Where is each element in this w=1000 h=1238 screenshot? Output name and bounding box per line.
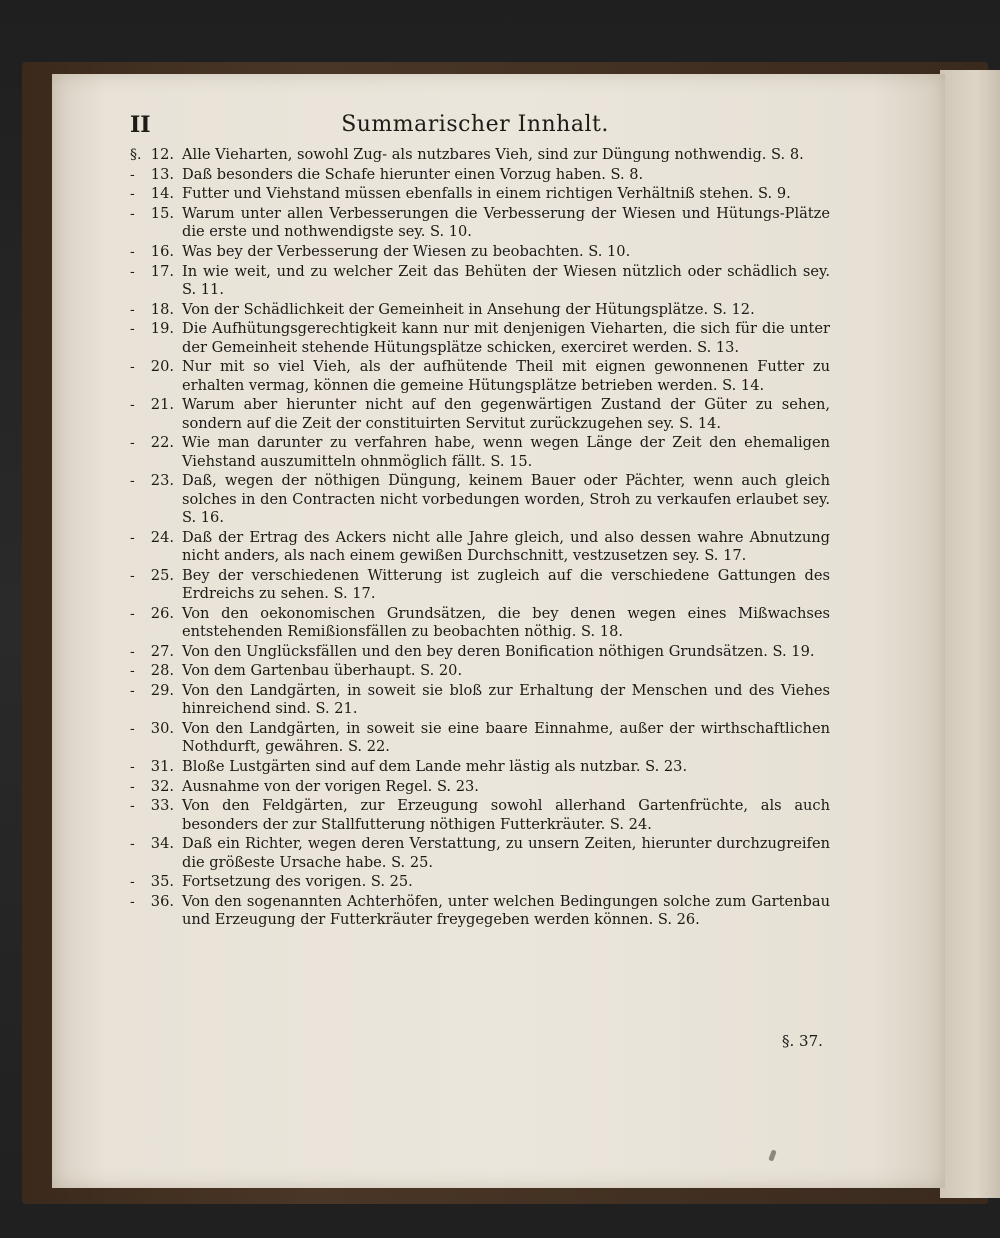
toc-entry [130,243,830,261]
toc-entry [130,434,830,471]
toc-entry [130,662,830,680]
entry-text: Von den Feldgärten, zur Erzeugung sowohl allerhand Gartenfrüchte, als auch besonders der zur Stallfutterung nöthigen Futterkräuter. S. 24. [182,797,830,833]
entry-number: 34. [150,835,174,853]
entry-text: Warum aber hierunter nicht auf den gegenwärtigen Zustand der Güter zu sehen, sondern auf die Zeit der constituirten Servitut zurückzugehen sey. S. 14. [182,396,830,432]
table-of-contents [130,146,830,931]
ditto-mark: - [130,529,135,546]
ditto-mark: - [130,663,135,680]
entry-number: 24. [150,528,174,546]
toc-entry [130,682,830,719]
entry-number: 19. [150,320,174,338]
entry-number: 35. [150,873,174,891]
toc-entry [130,146,830,164]
ditto-mark: - [130,244,135,261]
entry-number: 15. [150,205,174,223]
toc-entry [130,835,830,872]
entry-number: 30. [150,719,174,737]
running-title: Summarischer Innhalt. [341,112,609,137]
ditto-mark: - [130,263,135,280]
toc-entry [130,185,830,203]
entry-text: Von den Landgärten, in soweit sie bloß zur Erhaltung der Menschen und des Viehes hinreichend sind. S. 21. [182,681,830,718]
entry-text: Von dem Gartenbau überhaupt. S. 20. [182,662,463,680]
entry-number: 22. [150,434,174,452]
ditto-mark: - [130,301,135,318]
toc-entry [130,358,830,395]
entry-text: Fortsetzung des vorigen. S. 25. [182,873,413,891]
entry-number: 31. [150,757,174,775]
ditto-mark: - [130,682,135,699]
entry-text: Nur mit so viel Vieh, als der aufhütende Theil mit eignen gewonnenen Futter zu erhalten vermag, können die gemeine Hütungsplätze betrieben werden. S. 14. [182,358,830,394]
ditto-mark: - [130,166,135,183]
ditto-mark: - [130,435,135,452]
ditto-mark: - [130,720,135,737]
entry-text: Daß ein Richter, wegen deren Verstattung, zu unsern Zeiten, hierunter durchzugreifen die größeste Ursache habe. S. 25. [182,835,830,871]
toc-entry [130,205,830,242]
entry-text: Warum unter allen Verbesserungen die Verbesserung der Wiesen und Hütungs-Plätze die erste und nothwendigste sey. S. 10. [182,205,830,241]
toc-entry [130,301,830,319]
entry-number: 28. [150,662,174,680]
entry-text: Futter und Viehstand müssen ebenfalls in einem richtigen Verhältniß stehen. S. 9. [182,185,791,203]
entry-number: 17. [150,262,174,280]
ditto-mark: - [130,321,135,338]
toc-entry [130,605,830,642]
entry-number: 23. [150,472,174,490]
entry-number: 18. [150,300,174,318]
ditto-mark: - [130,874,135,891]
entry-number: 27. [150,642,174,660]
toc-entry [130,472,830,527]
adjacent-page-edge [940,70,1000,1198]
entry-text: Ausnahme von der vorigen Regel. S. 23. [182,777,479,795]
ditto-mark: - [130,186,135,203]
entry-text: Alle Vieharten, sowohl Zug- als nutzbares Vieh, sind zur Düngung nothwendig. S. 8. [182,146,804,163]
entry-text: In wie weit, und zu welcher Zeit das Behüten der Wiesen nützlich oder schädlich sey. S. 11. [182,262,830,299]
entry-number: 21. [150,396,174,414]
entry-text: Was bey der Verbesserung der Wiesen zu beobachten. S. 10. [182,243,631,261]
ditto-mark: - [130,605,135,622]
catchword: §. 37. [782,1032,823,1050]
ditto-mark: - [130,206,135,223]
entry-text: Bey der verschiedenen Witterung ist zugleich auf die verschiedene Gattungen des Erdreichs zu sehen. S. 17. [182,566,830,602]
entry-number: 14. [150,185,174,203]
entry-number: 25. [150,566,174,584]
entry-number: 16. [150,243,174,261]
page-header [130,112,820,142]
toc-entry [130,643,830,661]
ditto-mark: - [130,473,135,490]
entry-number: 12. [150,146,174,163]
entry-number: 20. [150,358,174,376]
ditto-mark: - [130,397,135,414]
ditto-mark: - [130,778,135,795]
entry-text: Daß, wegen der nöthigen Düngung, keinem Bauer oder Pächter, wenn auch gleich solches in den Contracten nicht vorbedungen worden, Stroh zu verkaufen erlaubet sey. S. 16. [182,472,830,526]
toc-entry [130,567,830,604]
toc-entry [130,873,830,891]
entry-text: Bloße Lustgärten sind auf dem Lande mehr lästig als nutzbar. S. 23. [182,757,688,775]
toc-entry [130,758,830,776]
entry-number: 33. [150,797,174,815]
entry-text: Von den Landgärten, in soweit sie eine baare Einnahme, außer der wirthschaftlichen Nothdurft, gewähren. S. 22. [182,719,830,756]
toc-entry [130,320,830,357]
ditto-mark: - [130,643,135,660]
toc-entry [130,263,830,300]
entry-number: 36. [150,892,174,910]
entry-text: Die Aufhütungsgerechtigkeit kann nur mit denjenigen Vieharten, die sich für die unter der Gemeinheit stehende Hütungsplätze schicken, exerciret werden. S. 13. [182,320,830,356]
toc-entry [130,778,830,796]
entry-text: Von den Unglücksfällen und den bey deren Bonification nöthigen Grundsätzen. S. 19. [182,642,815,660]
toc-entry [130,893,830,930]
toc-entry [130,529,830,566]
ditto-mark: - [130,836,135,853]
entry-text: Von der Schädlichkeit der Gemeinheit in Ansehung der Hütungsplätze. S. 12. [182,300,755,318]
ditto-mark: - [130,359,135,376]
ditto-mark: - [130,758,135,775]
ditto-mark: - [130,893,135,910]
toc-entry [130,396,830,433]
entry-number: 26. [150,604,174,622]
toc-entry [130,166,830,184]
section-mark: §. [130,147,142,163]
entry-number: 32. [150,777,174,795]
entry-number: 29. [150,681,174,699]
toc-entry [130,797,830,834]
page-number: II [130,112,151,138]
entry-text: Daß besonders die Schafe hierunter einen Vorzug haben. S. 8. [182,165,644,183]
entry-number: 13. [150,165,174,183]
entry-text: Von den sogenannten Achterhöfen, unter welchen Bedingungen solche zum Gartenbau und Erzeugung der Futterkräuter freygegeben werden können. S. 26. [182,892,830,929]
entry-text: Von den oekonomischen Grundsätzen, die bey denen wegen eines Mißwachses entstehenden Remißionsfällen zu beobachten nöthig. S. 18. [182,604,830,640]
entry-text: Daß der Ertrag des Ackers nicht alle Jahre gleich, und also dessen wahre Abnutzung nicht anders, als nach einem gewißen Durchschnitt, vestzusetzen sey. S. 17. [182,528,830,564]
toc-entry [130,720,830,757]
entry-text: Wie man darunter zu verfahren habe, wenn wegen Länge der Zeit den ehemaligen Viehstand auszumitteln ohnmöglich fällt. S. 15. [182,434,830,470]
ditto-mark: - [130,798,135,815]
ditto-mark: - [130,567,135,584]
